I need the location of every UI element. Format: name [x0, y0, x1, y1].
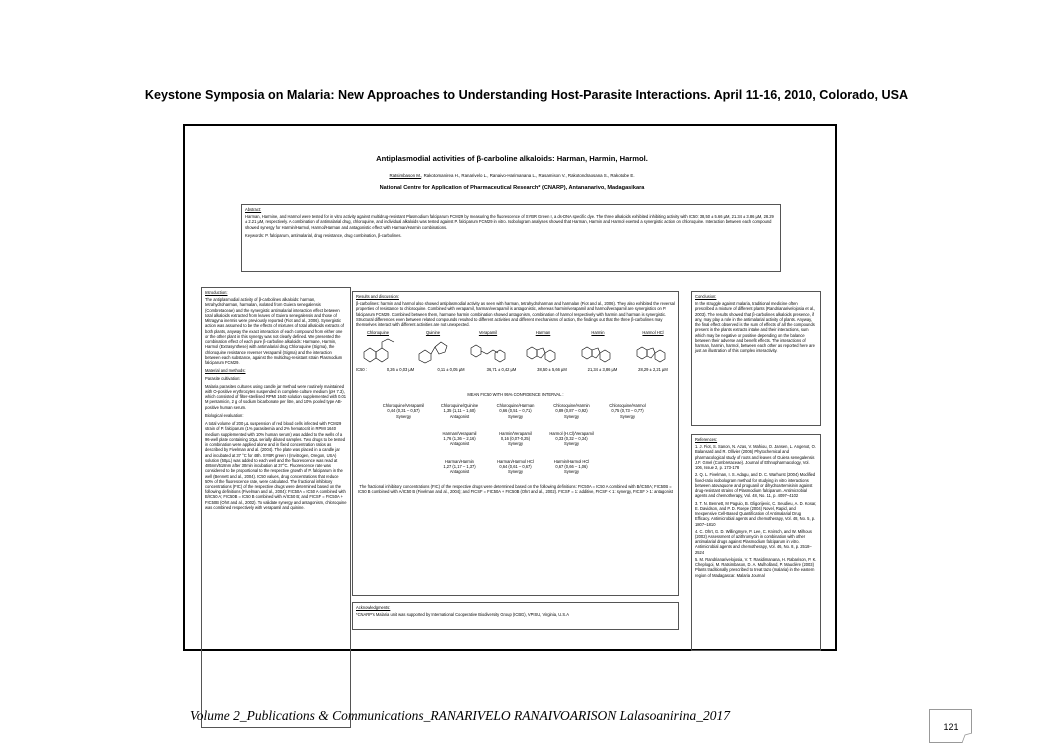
- ic50-value: 36,71 ± 0,42 µM: [486, 366, 517, 372]
- fic-name: Harmol (H.Cl)/Verapamil: [549, 430, 594, 436]
- introduction-text: The antiplasmodial activity of β-carbolines alkaloids: harman, tetrahydroharman, harmalan, isolated from Guiera senegalensis (Combretaceae) and the synergistic antimalarial interaction effect between total alkaloids extracted from leaves of Guiera senegalensis and those of Mitragyna inermis were previously reported (Fiot and al., 2006). Synergistic action was assumed to be the effects of mixtures of total alkaloids extracts of both plants, anyway the exact interaction of each compound from either one or the other plant in this synergy was not clearly defined. We presented the combination effect of each pure β-carboline alkaloids: Harmane, Harmin, Harmol (Extrasynthese) with antimalarial drug Chloroquine (Sigma), the chloroquine resistance reverser Verapamil (Sigma) and the interaction between each substance, against the multidrug-resistant strain Plasmodium falciparum FCM29.: [205, 297, 344, 366]
- harman-structure-icon: [523, 338, 563, 364]
- reference-item: 1. J. Fiot, S. Sanon, N. Azas, V. Mahiou, O. Jansen, L. Angenot, O. Balansard and R. Ollivier (2006) Phytochemical and pharmacological study of roots and leaves of Guiera senegalensis J.F. Gmel (Combretaceae). Journal of Ethnopharmacology, Vol. 106, Issue 2, p. 173-178: [695, 444, 816, 471]
- acknowledgments-heading: Acknowledgments:: [356, 605, 391, 610]
- methods-sub-parasite: Parasite cultivation:: [205, 375, 241, 381]
- fic-value: 0,16 (0,07-0,25): [500, 436, 531, 442]
- fic-cell: [434, 431, 486, 447]
- page-number-box: [929, 709, 972, 743]
- fic-cell: [434, 459, 486, 475]
- fic-cell: [490, 431, 542, 447]
- fic-cell: [490, 403, 542, 419]
- fic-effect: Synergy: [619, 413, 636, 419]
- fic-value: 0,89 (0,87 – 0,92): [555, 408, 588, 414]
- conclusion-heading: Conclusion:: [695, 294, 717, 299]
- fic-name: Chloroquine/Harmin: [553, 403, 590, 409]
- ic50-value: 28,29 ± 2,21 µM: [638, 366, 668, 372]
- fic-caption: MEAN FIC50 WITH 95% CONFIDENCE INTERVAL :: [467, 391, 564, 397]
- fic-cell: [546, 431, 598, 447]
- ic50-value: 0,11 ± 0,05 µM: [437, 366, 465, 372]
- fic-effect: Synergy: [563, 413, 580, 419]
- page-curl-icon: [962, 733, 972, 743]
- poster-authors: [185, 173, 839, 178]
- page-number: 121: [943, 722, 959, 732]
- fic-value: 0,67 (0,66 – 1,06): [555, 463, 588, 469]
- compound-name: Harman: [535, 330, 551, 336]
- fic-value: 1,27 (1,17 – 1,37): [443, 463, 476, 469]
- results-box: [352, 291, 679, 596]
- fic-effect: Antagonist: [449, 441, 470, 447]
- conclusion-box: [691, 291, 821, 426]
- ic50-value: 21,34 ± 3,86 µM: [587, 366, 618, 372]
- fic-cell: [546, 459, 598, 475]
- compound-name: Chloroquine: [366, 330, 390, 336]
- page-header: Keystone Symposia on Malaria: New Approaches to Understanding Host-Parasite Interactions. April 11-16, 2010, Colorado, USA: [144, 88, 909, 102]
- references-box: [691, 434, 821, 651]
- harmin-structure-icon: [578, 338, 618, 364]
- other-authors: , Rakotomanirea H., Ranarivelo L., Ranaivo-Harimanana L., Rasamison V., Rakotondraosana S., Rakotobe E.: [421, 173, 635, 178]
- fic-name: Chloroquine/Quinine: [440, 403, 479, 409]
- footer-text: Volume 2_Publications & Communications_RANARIVELO RANAIVOARISON Lalasoanirina_2017: [190, 708, 730, 723]
- ic50-value: 0,26 ± 0,03 µM: [386, 366, 415, 372]
- acknowledgments-box: [352, 602, 679, 630]
- poster: [183, 124, 837, 651]
- structure-quinine: [411, 330, 455, 363]
- references-heading: References:: [695, 437, 718, 442]
- first-author: Ratsimbason M.: [389, 173, 422, 178]
- fic-row-3: [356, 459, 675, 481]
- fic-effect: Synergy: [507, 468, 524, 474]
- compound-name: Harmol HCl: [642, 330, 664, 336]
- structure-verapamil: [466, 330, 510, 363]
- results-text: β-carbolines: harmin and harmol also showed antiplasmodial activity as seen with harman, tetrahydroharman and harmalan (Fiot and al., 2006). They also exhibited the reversal properties of resistance to chloroquine. Combined with verapamil, harman/verapamil is antagonistic, whereas harmin/verapamil and harmol/verapamil are synergistics on P. falciparum FCM29. Combined between them, harmane harmin combination showed antagonism, combination of harmol respectively with harmin and harman is synergistic. Structural differences even between related compounds resulted to different activities and different mechanisms of action, the findings out that the three β-carbolines may themselves interact with different activities are not unexpected.: [356, 301, 675, 328]
- harmol-structure-icon: [633, 338, 673, 364]
- fic-name: Harman/Harmol HCl: [497, 458, 534, 464]
- fic-value: 0,75 (0,73 – 0,77): [611, 408, 644, 414]
- fic-value: 0,64 (0,61 – 0,67): [499, 463, 532, 469]
- chloroquine-structure-icon: [358, 338, 398, 364]
- fic-cell: [434, 403, 486, 419]
- structure-chloroquine: [356, 330, 400, 363]
- fic-cell: [602, 403, 654, 419]
- abstract-text: Harman, Harmine, and Harmol were tested for in vitro activity against multidrug-resistant Plasmodium falciparum FCM29 by measuring the fluorescence of SYBR Green I, a ds-DNA specific dye. The three alkaloids exhibited inhibiting activity with IC50: 38,50 ± 5.66 µM, 21.34 ± 3.86 µM, 28.29 ± 2.21 µM, respectively. A combination of antimalarial drug, chloroquine, and individual alkaloids was tested against P. falciparum FCM29 in vitro. Isobologram analyses showed that Harman, Harmin and Harmol exerted a synergistic action on chloroquine. Interaction between each compound showed synergy for Harmin/Harmol, Harmol/Harman and antagonistic effect with Harman/Harmin combinations.: [245, 214, 774, 230]
- fic-effect: Synergy: [563, 468, 580, 474]
- reference-item: 2. Q. L. Fivelman, I. S. Adagu, and D. C. Warhurst (2004) Modified fixed-ratio isobologram method for studying in vitro interactions between atovaquone and proguanil or dihydroartemisinin against drug-resistant strains of Plasmodium falciparum. Antimicrobial agents and chemotherapy, Vol. 48, No. 11, p. 4097–4102: [695, 472, 816, 499]
- fic-value: 1,35 (1,11 – 1,60): [443, 408, 476, 414]
- fic-name: Chloroquine/Verapamil: [382, 403, 425, 409]
- acknowledgments-text: *CNARP's Malaria unit was supported by International Cooperative Biodiversity Group (ICBG), VPISU, Virginia, U.S.A: [356, 612, 569, 618]
- poster-title: Antiplasmodial activities of β-carboline alkaloids: Harman, Harmin, Harmol.: [376, 154, 648, 163]
- abstract-box: [241, 204, 781, 272]
- fic-effect: Antagonist: [449, 413, 470, 419]
- methods-biological-text: A total volume of 200 µL suspension of red blood cells infected with FCM29 strain of P. falciparum (1% parasitemia and 2% hematocrit in RPMI 1640 medium supplemented with 10% human serum) was added to the wells of a 96-well plate containing 10µL serially diluted samples. Two drugs to be tested in combination were applied alone and in fixed concentration ratios as described by Fivelman and al. (2004). The plate was placed in a candle jar and incubated at 37 °C for 48h. SYBR green I (Invitrogen, Oregon, USA) solution (50µL) was added to each well and the fluorescence was read at 485nm/518nm after 30min incubation at 37°C. Fluorescence rate was considered to be proportional to the respective growth of P. falciparum in the well (Bennett and al., 2004). IC50 values, drug concentrations that reduce 50% of the fluorescence rate, were calculated. The fractional inhibitory concentrations (FIC) of the respective drugs were determined based on the following definitions (Fivelman and al., 2004): FIC50A = IC50 A combined with B/IC50 A; FIC50B = IC50 B combined with A/IC50 B; and FICSF = FIC50A + FIC50B (Ohrt and al., 2002). To validate synergy and antagonism, chloroquine was combined respectively with verapamil and quinine.: [205, 421, 347, 510]
- fic-value: 0,44 (0,31 – 0,57): [387, 408, 420, 414]
- compound-name: Verapamil: [478, 330, 498, 336]
- structure-harmol: [631, 330, 675, 363]
- reference-item: 3. T. N. Bennett, M Paguio, B. Gligorijevic, C. Seudieu, A. D. Kosar, E. Davidson, and P. D. Roepe (2004) Novel, Rapid, and Inexpensive Cell-Based Quantification of Antimalarial Drug Efficacy. Antimicrobial agents and chemotherapy, Vol. 48, No. 5, p. 1807–1810: [695, 500, 817, 527]
- ic50-label: IC50 :: [356, 366, 367, 372]
- verapamil-structure-icon: [468, 338, 508, 364]
- ic50-value: 38,50 ± 5,66 µM: [537, 366, 567, 372]
- fic-name: Harman/Harmin: [445, 458, 474, 464]
- fic-name: Harmin/Verapamil: [499, 430, 532, 436]
- fic-value: 1,76 (1,36 – 2,16): [443, 436, 476, 442]
- structures-row: [356, 330, 675, 363]
- methods-sub-biological: Biological evaluation:: [205, 412, 244, 418]
- methods-heading: Material and methods:: [205, 368, 246, 374]
- introduction-heading: Introduction:: [205, 290, 228, 295]
- structure-harmin: [576, 330, 620, 363]
- fic-name: Harman/Verapamil: [442, 430, 477, 436]
- fic-effect: Synergy: [563, 441, 580, 447]
- fic-value: 0,33 (0,32 – 0,34): [555, 436, 588, 442]
- fic-name: Chloroquine/Harman: [496, 403, 535, 409]
- reference-item: 4. C. Ohrt, G. D. Willingmyre, P. Lee, C. Knirsch, and W. Milhous (2002) Assessment of azithromycin in combination with other antimalarial drugs against Plasmodium falciparum in vitro. Antimicrobial agents and chemotherapy, Vol. 46, No. 8, p. 2518–2524: [695, 528, 812, 555]
- fic-effect: Synergy: [507, 413, 524, 419]
- compound-name: Quinine: [425, 330, 441, 336]
- methods-parasite-text: Malaria parasites cultures using candle jar method were routinely maintained with O-positive erythrocytes suspended in complete culture medium (pH 7.3), which consisted of filter-sterilised RPMI 1640 solution supplemented with 0.01 M pentamicin, 2 g of sodium bicarbonate per litre, and 10% pooled type AB-positive human serum.: [205, 383, 347, 410]
- results-heading: Results and discussion:: [356, 294, 400, 299]
- abstract-heading: Abstract:: [245, 207, 262, 212]
- fic-footnote: The fractional inhibitory concentrations (FIC) of the respective drugs were determined based on the following definitions: FIC50A = IC50 A combined with B/IC50A; FIC50B = IC50 B combined with A/IC50 B (Fivelman and al., 2004); and FICSF = FIC50A + FIC50B (Ohrt and al., 2002). FICSF = 1: additive, FICSF < 1: synergy, FICSF > 1: antagonist: [358, 484, 673, 495]
- conclusion-text: In the struggle against malaria, traditional medicine often prescribed a mixture of different plants (Randrianarivelojosia et al., 2003). The results showed that β-carbolines alkaloids presence, if any, may play a role in the antimalarial activity of plants. Anyway, the final effect observed is the sum of effects of all the compounds present in the plants extracts intake and their interactions, sum which may be negative or positive depending on the balance between their adverse and benefit effects. The interactions of harman, harmin, harmol, between each other as reported here are just an illustration of this complex interactivity.: [695, 301, 816, 354]
- compound-name: Harmin: [591, 330, 605, 336]
- introduction-methods-box: [201, 287, 351, 728]
- fic-cell: [546, 403, 598, 419]
- abstract-keywords: Keywords: P. falciparum, antimalarial, drug resistance, drug combination, β-carbolines.: [245, 232, 402, 238]
- ic50-row: [356, 367, 675, 372]
- fic-row-1: [356, 403, 675, 425]
- fic-effect: Synergy: [507, 441, 524, 447]
- fic-cell: [378, 403, 430, 419]
- fic-name: Chloroquine/Harmol: [609, 403, 646, 409]
- structure-harman: [521, 330, 565, 363]
- fic-cell: [490, 459, 542, 475]
- fic-effect: Antagonist: [449, 468, 470, 474]
- poster-institution: National Centre for Application of Pharmaceutical Research* (CNARP), Antananarivo, Madagasikara: [379, 185, 645, 191]
- fic-value: 0,66 (0,51 – 0,71): [499, 408, 532, 414]
- fic-row-2: [356, 431, 675, 453]
- quinine-structure-icon: [413, 338, 453, 364]
- fic-effect: Synergy: [395, 413, 412, 419]
- fic-name: Harmin/Harmol HCl: [553, 458, 590, 464]
- reference-item: 5. M. Randrianarivelojosia, V. T. Rasidimanana, H. Rabarison, P. K. Cheplogoi, M. Ratsimbason, D. A. Mulholland, P. Mauclère (2003) Plants traditionally prescribed to treat tazo (malaria) in the eastern region of Madagascar. Malaria Journal: [695, 556, 817, 578]
